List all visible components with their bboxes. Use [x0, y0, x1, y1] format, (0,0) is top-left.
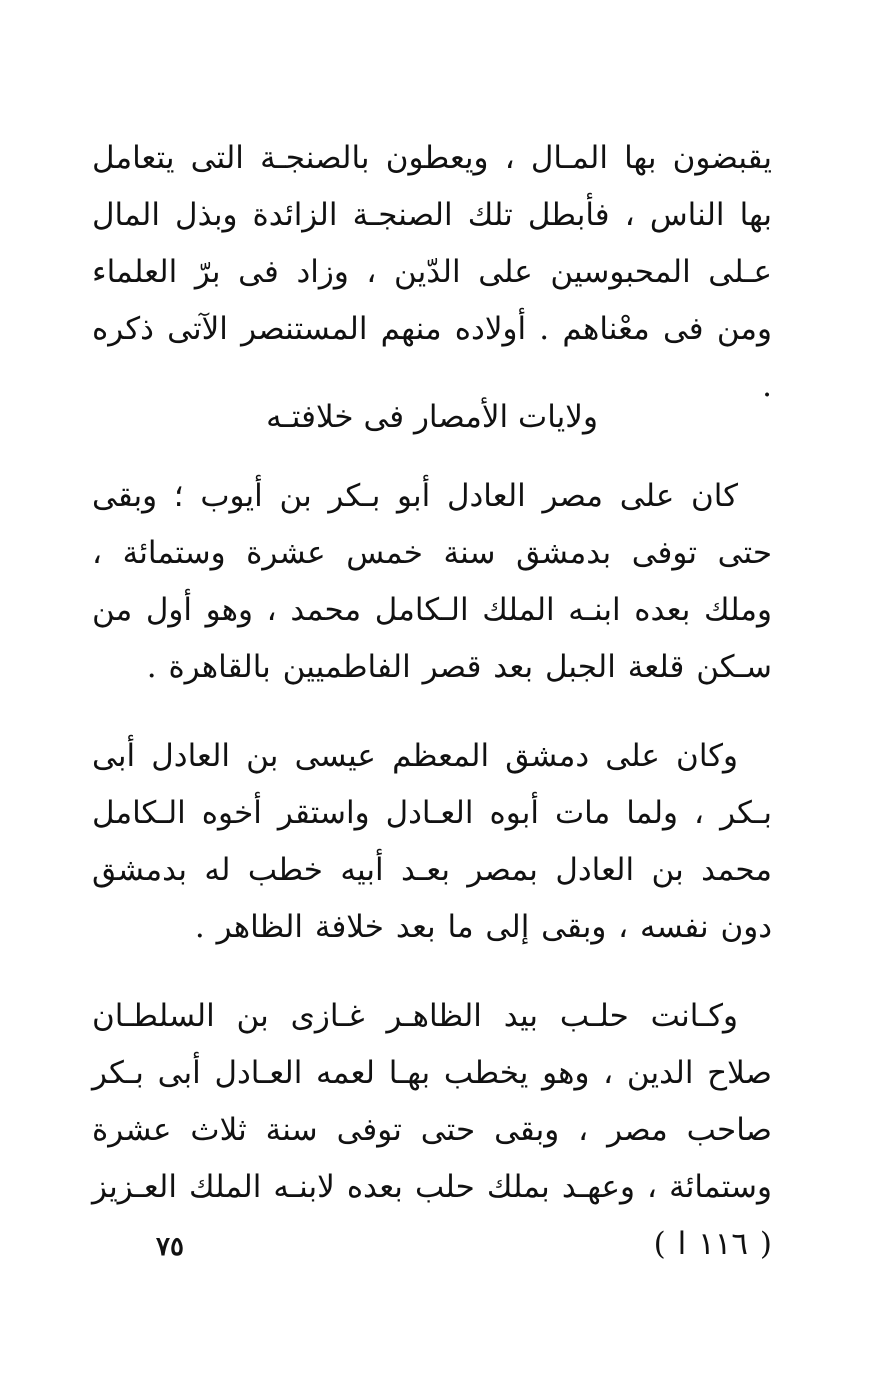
paragraph-egypt [92, 468, 772, 696]
paragraph-aleppo [92, 988, 772, 1273]
paragraph-text: يقبضون بها المـال ، ويعطون بالصنجـة التى يتعامل بها الناس ، فأبطل تلك الصنجـة الزائدة وبذل المال عـلى المحبوسين على الدّين ، وزاد فى برّ العلماء ومن فى معْناهم . أولاده منهم المستنصر الآتى ذكره . [92, 140, 772, 404]
paragraph-damascus [92, 728, 772, 956]
paragraph-caliph-deeds [92, 130, 772, 415]
paragraph-text: وكان على دمشق المعظم عيسى بن العادل أبى بـكر ، ولما مات أبوه العـادل واستقر أخوه الـكامل محمد بن العادل بمصر بعـد أبيه خطب له بدمشق دون نفسه ، وبقى إلى ما بعد خلافة الظاهر . [92, 738, 772, 945]
page-number: ٧٥ [156, 1232, 184, 1262]
section-heading: ولايات الأمصار فى خلافتـه [266, 399, 598, 435]
paragraph-text: كان على مصر العادل أبو بـكر بن أيوب ؛ وبقى حتى توفى بدمشق سنة خمس عشرة وستمائة ، وملك بعده ابنـه الملك الـكامل محمد ، وهو أول من سـكن قلعة الجبل بعد قصر الفاطميين بالقاهرة . [92, 478, 772, 685]
paragraph-text: وكـانت حلـب بيد الظاهـر غـازى بن السلطـان صلاح الدين ، وهو يخطب بهـا لعمه العـادل أبى بـكر صاحب مصر ، وبقى حتى توفى سنة ثلاث عشرة وستمائة ، وعهـد بملك حلب بعده لابنـه الملك العـزيز ( ١١٦ ا ) [92, 998, 772, 1262]
